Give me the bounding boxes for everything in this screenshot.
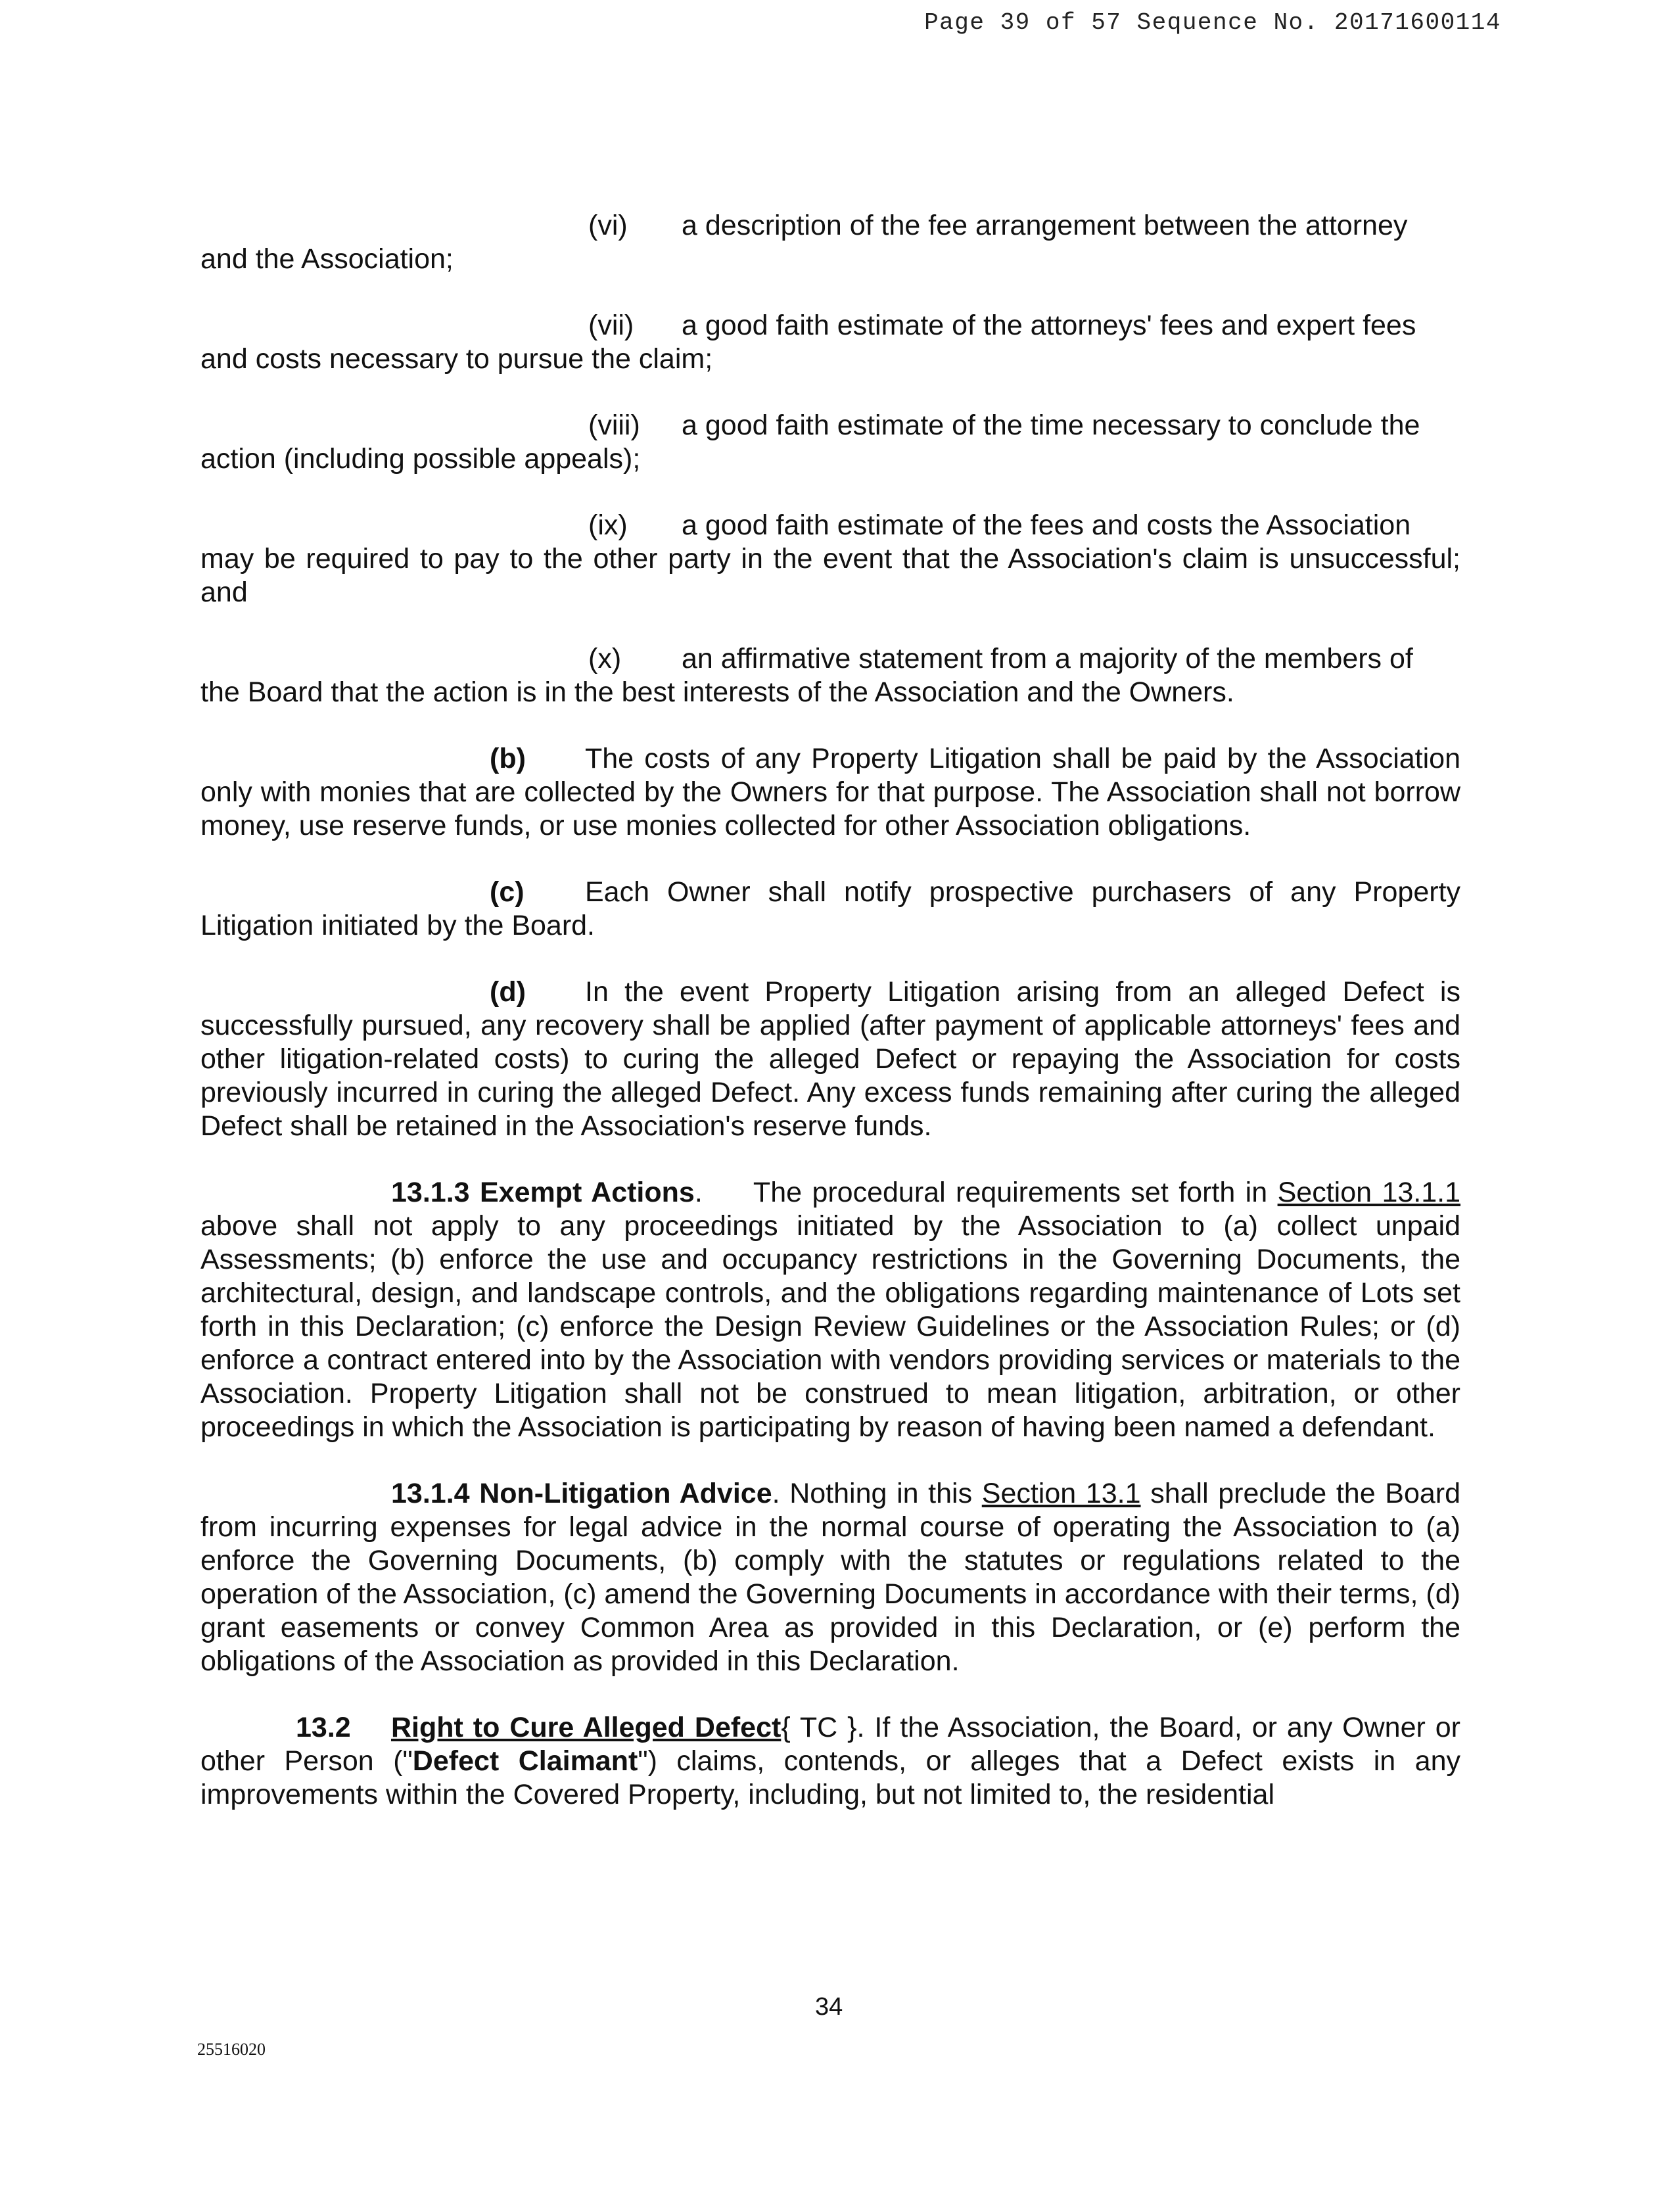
paragraph-c-text: Each Owner shall notify prospective purchasers of any Property Litigation initiated by the Board. xyxy=(200,876,1460,941)
clause-x-first-line xyxy=(200,642,1460,676)
clause-x-text: an affirmative statement from a majority of the members of xyxy=(682,643,1413,674)
clause-viii-number: (viii) xyxy=(588,410,640,441)
clause-x xyxy=(200,642,1460,709)
clause-ix-first-line xyxy=(200,509,1460,542)
section-13-1-3-intro: The procedural requirements set forth in xyxy=(753,1177,1268,1208)
clause-vii xyxy=(200,309,1460,376)
clause-ix-continuation: may be required to pay to the other party in the event that the Association's claim is unsuccessful; and xyxy=(200,543,1460,608)
clause-ix xyxy=(200,509,1460,609)
paragraph-d xyxy=(200,976,1460,1143)
section-13-2-tc-field: { TC } xyxy=(781,1712,857,1743)
paragraph-d-label: (d) xyxy=(490,976,526,1008)
paragraph-d-text: In the event Property Litigation arising from an alleged Defect is successfully pursued, any recovery shall be applied (after payment of applicable attorneys' fees and other litigation-related costs) to curing the alleged Defect or repaying the Association for costs previously incurred in curing the alleged Defect. Any excess funds remaining after curing the alleged Defect shall be retained in the Association's reserve funds. xyxy=(200,976,1460,1142)
clause-vii-first-line xyxy=(200,309,1460,342)
page-header: Page 39 of 57 Sequence No. 20171600114 xyxy=(924,9,1501,36)
clause-viii-first-line xyxy=(200,409,1460,442)
section-13-2-number: 13.2 xyxy=(296,1712,351,1743)
paragraph-b-text: The costs of any Property Litigation shall be paid by the Association only with monies that are collected by the Owners for that purpose. The Association shall not borrow money, use reserve funds, or use monies collected for other Association obligations. xyxy=(200,743,1460,841)
clause-viii-continuation: action (including possible appeals); xyxy=(200,443,641,475)
clause-ix-text: a good faith estimate of the fees and costs the Association xyxy=(682,509,1411,541)
section-13-2 xyxy=(200,1711,1460,1812)
paragraph-c-label: (c) xyxy=(490,876,525,908)
section-13-1-3 xyxy=(200,1176,1460,1444)
clause-x-number: (x) xyxy=(588,643,622,674)
section-13-1-reference[interactable]: Section 13.1 xyxy=(981,1478,1141,1509)
clause-viii xyxy=(200,409,1460,476)
document-body xyxy=(200,209,1460,1812)
clause-vii-text: a good faith estimate of the attorneys' fees and expert fees xyxy=(682,310,1416,341)
paragraph-b-label: (b) xyxy=(490,743,526,774)
section-13-1-1-reference[interactable]: Section 13.1.1 xyxy=(1277,1177,1460,1208)
clause-vi-number: (vi) xyxy=(588,210,628,241)
section-13-1-3-period: . xyxy=(694,1177,703,1208)
paragraph-b xyxy=(200,742,1460,843)
section-13-1-4 xyxy=(200,1477,1460,1678)
clause-ix-number: (ix) xyxy=(588,509,628,541)
clause-vii-continuation: and costs necessary to pursue the claim; xyxy=(200,343,713,375)
clause-vi-first-line xyxy=(200,209,1460,243)
page-number: 34 xyxy=(815,1993,843,2021)
clause-vii-number: (vii) xyxy=(588,310,634,341)
section-13-1-4-heading: 13.1.4 Non-Litigation Advice xyxy=(391,1478,772,1509)
clause-vi-text: a description of the fee arrangement between the attorney xyxy=(682,210,1408,241)
clause-viii-text: a good faith estimate of the time necessary to conclude the xyxy=(682,410,1420,441)
section-13-1-3-text: above shall not apply to any proceedings initiated by the Association to (a) collect unpaid Assessments; (b) enforce the use and occupancy restrictions in the Governing Documents, the architectural, design, and landscape controls, and the obligations regarding maintenance of Lots set forth in this Declaration; (c) enforce the Design Review Guidelines or the Association Rules; or (d) enforce a contract entered into by the Association with vendors providing services or materials to the Association. Property Litigation shall not be construed to mean litigation, arbitration, or other proceedings in which the Association is participating by reason of having been named a defendant. xyxy=(200,1210,1460,1443)
section-13-2-title: Right to Cure Alleged Defect xyxy=(391,1712,782,1743)
defect-claimant-term: Defect Claimant xyxy=(412,1745,638,1777)
section-13-1-4-intro: . Nothing in this xyxy=(772,1478,973,1509)
paragraph-c xyxy=(200,876,1460,943)
clause-vi-continuation: and the Association; xyxy=(200,243,454,275)
section-13-2-text: ") claims, contends, or alleges that a Defect exists in any improvements within the Covered Property, including, but not limited to, the residential xyxy=(200,1745,1461,1810)
clause-vi xyxy=(200,209,1460,276)
section-13-2-intro: . If the Association, the Board, or any Owner or other Person (" xyxy=(200,1712,1460,1777)
document-id: 25516020 xyxy=(197,2040,266,2059)
section-13-1-4-text: shall preclude the Board from incurring expenses for legal advice in the normal course of operating the Association to (a) enforce the Governing Documents, (b) comply with the statutes or regulations related to the operation of the Association, (c) amend the Governing Documents in accordance with their terms, (d) grant easements or convey Common Area as provided in this Declaration, or (e) perform the obligations of the Association as provided in this Declaration. xyxy=(200,1478,1461,1677)
clause-x-continuation: the Board that the action is in the best interests of the Association and the Owners. xyxy=(200,676,1234,708)
section-13-1-3-heading: 13.1.3 Exempt Actions xyxy=(391,1177,695,1208)
